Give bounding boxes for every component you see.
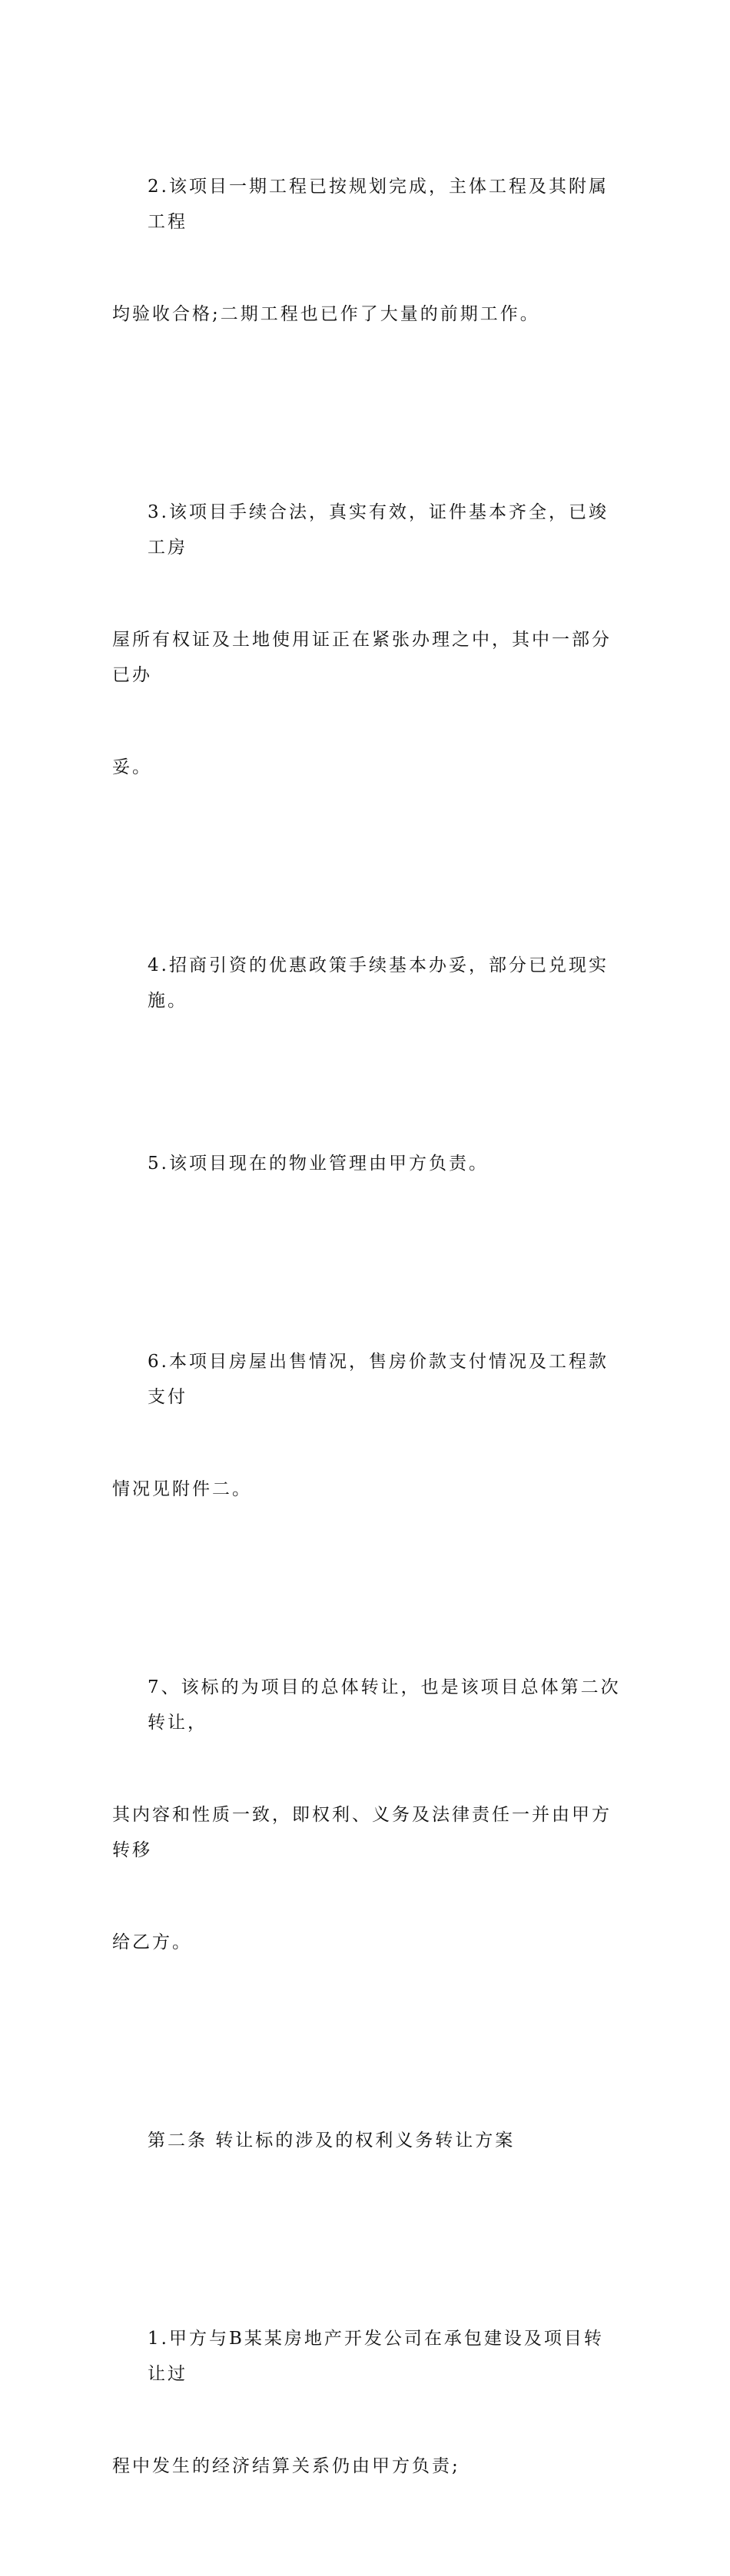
text-line: 7、该标的为项目的总体转让，也是该项目总体第二次转让， bbox=[148, 1677, 621, 1733]
text-line: 3.该项目手续合法，真实有效，证件基本齐全，已竣工房 bbox=[148, 502, 609, 558]
text-line: 程中发生的经济结算关系仍由甲方负责; bbox=[112, 2456, 460, 2476]
paragraph-item-3 bbox=[112, 424, 623, 856]
text-line: 6.本项目房屋出售情况，售房价款支付情况及工程款支付 bbox=[148, 1352, 609, 1407]
paragraph-item-7 bbox=[112, 1599, 623, 2031]
text-line: 其内容和性质一致，即权利、义务及法律责任一并由甲方转移 bbox=[112, 1805, 612, 1860]
paragraph-item-1 bbox=[112, 2250, 623, 2554]
paragraph-item-2 bbox=[112, 98, 623, 402]
text-line: 情况见附件二。 bbox=[112, 1479, 252, 1499]
text-line: 4.招商引资的优惠政策手续基本办妥，部分已兑现实施。 bbox=[148, 955, 609, 1011]
paragraph-item-4 bbox=[112, 877, 623, 1054]
text-line: 2.该项目一期工程已按规划完成，主体工程及其附属工程 bbox=[148, 177, 609, 232]
paragraph-item-5 bbox=[112, 1075, 623, 1252]
text-line: 5.该项目现在的物业管理由甲方负责。 bbox=[148, 1154, 489, 1174]
section-heading-article-2 bbox=[112, 2052, 623, 2229]
text-line: 屋所有权证及土地使用证正在紧张办理之中，其中一部分已办 bbox=[112, 630, 612, 685]
text-line: 第二条 转让标的涉及的权利义务转让方案 bbox=[148, 2131, 516, 2151]
text-line: 1.甲方与B某某房地产开发公司在承包建设及项目转让过 bbox=[148, 2329, 604, 2384]
document-body bbox=[112, 98, 623, 2576]
text-line: 给乙方。 bbox=[112, 1932, 192, 1952]
paragraph-item-6 bbox=[112, 1273, 623, 1578]
text-line: 均验收合格;二期工程也已作了大量的前期工作。 bbox=[112, 304, 540, 324]
text-line: 妥。 bbox=[112, 757, 152, 777]
